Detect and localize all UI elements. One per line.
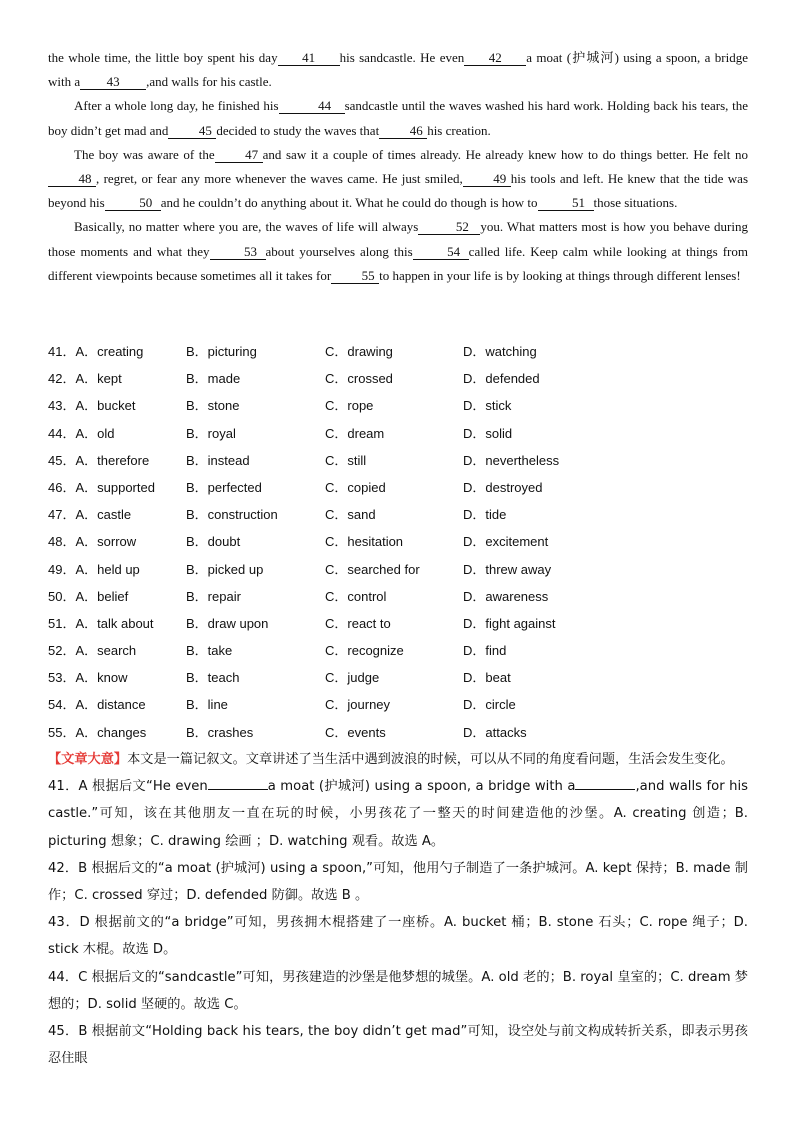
- option-text: C．still: [325, 452, 367, 468]
- option-text: D．find: [463, 643, 507, 659]
- option-text: B．instead: [186, 452, 250, 468]
- option-d[interactable]: [463, 556, 551, 583]
- paragraph-1: the whole time, the little boy spent his day 41 his sandcastle. He even 42 a moat (护城河) using a spoon, a bridge with a 43 ,and walls for his castle.: [48, 50, 748, 90]
- explanation-41: 41．A 根据后文“He even a moat (护城河) using a spoon, a bridge with a ,and walls for his castle.”可知，该在其他朋友一直在玩的时候，小男孩花了一整天的时间建造他的沙堡。A. creating 创造；B. picturing 想象；C. drawing 绘画 ；D. watching 观看。故选 A。: [48, 773, 748, 855]
- blank-53[interactable]: 53: [210, 244, 266, 260]
- option-d[interactable]: [463, 447, 559, 474]
- option-a[interactable]: [48, 501, 131, 528]
- option-a[interactable]: [48, 474, 155, 501]
- option-d[interactable]: [463, 691, 516, 718]
- question-number: 43．: [48, 398, 76, 414]
- option-d[interactable]: [463, 664, 511, 691]
- option-row: [48, 610, 748, 637]
- option-d[interactable]: [463, 583, 548, 610]
- option-text: D．defended: [463, 371, 540, 387]
- option-d[interactable]: [463, 610, 556, 637]
- option-text: D．circle: [463, 697, 516, 713]
- option-row: [48, 501, 748, 528]
- question-number: 55．: [48, 724, 76, 740]
- option-text: C．sand: [325, 507, 376, 523]
- option-c[interactable]: [325, 583, 386, 610]
- answer-options: [48, 338, 748, 746]
- option-text: C．rope: [325, 398, 374, 414]
- summary-tag: 【文章大意】: [48, 752, 128, 767]
- question-number: 54．: [48, 697, 76, 713]
- blank-line: [575, 775, 635, 790]
- option-a[interactable]: [48, 610, 154, 637]
- option-text: C．events: [325, 724, 386, 740]
- option-d[interactable]: [463, 719, 527, 746]
- option-c[interactable]: [325, 691, 390, 718]
- option-text: A．changes: [75, 724, 147, 740]
- option-text: C．journey: [325, 697, 391, 713]
- option-text: B．perfected: [186, 479, 262, 495]
- option-text: A．therefore: [75, 452, 150, 468]
- option-a[interactable]: [48, 447, 149, 474]
- question-number: 52．: [48, 643, 76, 659]
- blank-45[interactable]: 45: [168, 123, 216, 139]
- option-c[interactable]: [325, 365, 393, 392]
- option-text: B．royal: [186, 425, 236, 441]
- option-b[interactable]: [186, 691, 228, 718]
- question-number: 42．: [48, 371, 76, 387]
- option-text: C．copied: [325, 479, 386, 495]
- option-text: B．picturing: [186, 344, 257, 359]
- option-text: B．stone: [186, 398, 240, 414]
- option-text: B．line: [186, 697, 228, 713]
- option-text: A．kept: [75, 371, 122, 387]
- option-text: A．creating: [75, 344, 144, 359]
- option-text: C．hesitation: [325, 534, 404, 550]
- option-d[interactable]: [463, 365, 540, 392]
- option-c[interactable]: [325, 447, 366, 474]
- option-text: D．attacks: [463, 724, 527, 740]
- option-c[interactable]: [325, 556, 420, 583]
- option-text: A．held up: [75, 561, 140, 577]
- option-row: [48, 365, 748, 392]
- summary-paragraph: 【文章大意】本文是一篇记叙文。文章讲述了当生活中遇到波浪的时候，可以从不同的角度看问题，生活会发生变化。: [48, 752, 734, 767]
- explanation-44: 44．C 根据后文的“sandcastle”可知，男孩建造的沙堡是他梦想的城堡。A. old 老的；B. royal 皇室的；C. dream 梦想的；D. solid 坚硬的。故选 C。: [48, 969, 748, 1012]
- option-b[interactable]: [186, 719, 253, 746]
- option-text: C．recognize: [325, 643, 404, 659]
- blank-44[interactable]: 44: [279, 98, 345, 114]
- option-text: A．talk about: [75, 615, 154, 631]
- option-row: [48, 447, 748, 474]
- blank-50[interactable]: 50: [105, 195, 161, 211]
- option-text: B．repair: [186, 588, 241, 604]
- option-row: [48, 392, 748, 419]
- option-text: B．draw upon: [186, 615, 269, 631]
- paragraph-2: After a whole long day, he finished his 44 sandcastle until the waves washed his hard work. Holding back his tears, the boy didn’t get mad and 45 decided to study the waves that 46 his creation.: [48, 98, 748, 138]
- option-row: [48, 664, 748, 691]
- option-row: [48, 637, 748, 664]
- blank-52[interactable]: 52: [418, 219, 480, 235]
- question-number: 49．: [48, 561, 76, 577]
- option-row: [48, 420, 748, 447]
- option-b[interactable]: [186, 610, 268, 637]
- question-number: 41．: [48, 344, 76, 359]
- question-number: 51．: [48, 615, 76, 631]
- question-number: 53．: [48, 670, 76, 686]
- option-a[interactable]: [48, 583, 128, 610]
- option-text: B．take: [186, 643, 233, 659]
- option-d[interactable]: [463, 474, 542, 501]
- blank-47[interactable]: 47: [215, 147, 263, 163]
- blank-42[interactable]: 42: [464, 50, 526, 66]
- option-text: D．tide: [463, 507, 507, 523]
- cloze-passage: [48, 46, 748, 288]
- answer-analysis: [48, 746, 748, 1072]
- option-c[interactable]: [325, 392, 373, 419]
- option-text: B．crashes: [186, 724, 254, 740]
- option-row: [48, 474, 748, 501]
- option-b[interactable]: [186, 474, 262, 501]
- blank-48[interactable]: 48: [48, 171, 96, 187]
- option-a[interactable]: [48, 556, 140, 583]
- option-row: [48, 338, 748, 365]
- option-text: D．stick: [463, 398, 512, 414]
- option-a[interactable]: [48, 637, 136, 664]
- option-text: A．old: [75, 425, 115, 441]
- option-d[interactable]: [463, 501, 506, 528]
- option-text: C．crossed: [325, 371, 393, 387]
- option-c[interactable]: [325, 474, 386, 501]
- blank-46[interactable]: 46: [379, 123, 427, 139]
- option-text: A．distance: [75, 697, 146, 713]
- option-text: C．judge: [325, 670, 380, 686]
- option-row: [48, 583, 748, 610]
- option-text: A．castle: [75, 507, 132, 523]
- explanation-43: 43．D 根据前文的“a bridge”可知，男孩拥木棍搭建了一座桥。A. bucket 桶；B. stone 石头；C. rope 绳子；D. stick 木棍。故选 D。: [48, 915, 748, 958]
- blank-line: [208, 775, 268, 790]
- option-text: D．destroyed: [463, 479, 543, 495]
- question-number: 48．: [48, 534, 76, 550]
- question-number: 44．: [48, 425, 76, 441]
- option-text: C．control: [325, 588, 387, 604]
- blank-43[interactable]: 43: [80, 74, 146, 90]
- option-text: D．beat: [463, 670, 511, 686]
- option-row: [48, 691, 748, 718]
- option-text: C．react to: [325, 615, 391, 631]
- paragraph-4: Basically, no matter where you are, the waves of life will always 52 you. What matters most is how you behave during those moments and what they 53 about yourselves along this 54 called life. Keep calm while looking at things from different viewpoints because sometimes all it takes for 55 to happen in your life is by looking at things through different lenses!: [48, 219, 748, 283]
- option-a[interactable]: [48, 691, 146, 718]
- option-text: B．made: [186, 371, 241, 387]
- option-text: B．picked up: [186, 561, 264, 577]
- option-a[interactable]: [48, 719, 146, 746]
- option-text: B．doubt: [186, 534, 241, 550]
- option-c[interactable]: [325, 528, 403, 555]
- option-d[interactable]: [463, 338, 537, 365]
- option-d[interactable]: [463, 528, 548, 555]
- option-row: [48, 719, 748, 746]
- option-b[interactable]: [186, 528, 240, 555]
- option-text: A．know: [75, 670, 128, 686]
- blank-49[interactable]: 49: [463, 171, 511, 187]
- option-b[interactable]: [186, 583, 241, 610]
- option-text: B．teach: [186, 670, 240, 686]
- option-text: D．awareness: [463, 588, 549, 604]
- option-d[interactable]: [463, 637, 506, 664]
- option-a[interactable]: [48, 664, 128, 691]
- option-text: D．threw away: [463, 561, 552, 577]
- option-b[interactable]: [186, 420, 236, 447]
- option-b[interactable]: [186, 392, 239, 419]
- option-row: [48, 556, 748, 583]
- option-b[interactable]: [186, 637, 232, 664]
- option-c[interactable]: [325, 664, 379, 691]
- option-text: A．search: [75, 643, 137, 659]
- blank-41[interactable]: 41: [278, 50, 340, 66]
- option-b[interactable]: [186, 556, 263, 583]
- option-text: D．fight against: [463, 615, 556, 631]
- option-b[interactable]: [186, 501, 278, 528]
- option-text: A．bucket: [75, 398, 136, 414]
- option-text: C．searched for: [325, 561, 420, 577]
- option-text: D．nevertheless: [463, 452, 560, 468]
- explanation-42: 42．B 根据后文的“a moat (护城河) using a spoon,”可知，他用勺子制造了一条护城河。A. kept 保持；B. made 制作；C. crossed 穿过；D. defended 防御。故选 B 。: [48, 860, 748, 904]
- option-b[interactable]: [186, 338, 257, 365]
- option-text: A．supported: [75, 479, 155, 495]
- option-d[interactable]: [463, 392, 511, 419]
- paragraph-3: The boy was aware of the 47 and saw it a couple of times already. He already knew how to do things better. He felt no48 , regret, or fear any more whenever the waves came. He just smiled, 49 his tools and left. He knew that the tide was beyond his 50 and he couldn’t do anything about it. What he could do though is how to 51 those situations.: [48, 146, 749, 211]
- option-text: B．construction: [186, 507, 278, 523]
- option-a[interactable]: [48, 365, 122, 392]
- blank-54[interactable]: 54: [413, 244, 469, 260]
- option-d[interactable]: [463, 420, 512, 447]
- option-c[interactable]: [325, 420, 384, 447]
- option-c[interactable]: [325, 338, 393, 365]
- option-c[interactable]: [325, 637, 404, 664]
- option-a[interactable]: [48, 528, 136, 555]
- explanation-45: 45．B 根据前文“Holding back his tears, the boy didn’t get mad”可知，设空处与前文构成转折关系，即表示男孩忍住眼: [48, 1024, 748, 1067]
- question-number: 46．: [48, 479, 76, 495]
- question-number: 45．: [48, 452, 76, 468]
- option-text: D．excitement: [463, 534, 549, 550]
- option-row: [48, 528, 748, 555]
- option-b[interactable]: [186, 447, 250, 474]
- option-b[interactable]: [186, 664, 239, 691]
- option-c[interactable]: [325, 610, 391, 637]
- option-a[interactable]: [48, 338, 143, 365]
- option-text: C．dream: [325, 425, 385, 441]
- option-text: A．belief: [75, 588, 129, 604]
- question-number: 47．: [48, 507, 76, 523]
- option-a[interactable]: [48, 420, 115, 447]
- blank-55[interactable]: 55: [331, 268, 379, 284]
- option-text: D．watching: [463, 344, 537, 359]
- question-number: 50．: [48, 588, 76, 604]
- blank-51[interactable]: 51: [538, 195, 594, 211]
- option-text: D．solid: [463, 425, 513, 441]
- option-c[interactable]: [325, 719, 386, 746]
- option-text: C．drawing: [325, 344, 393, 359]
- option-b[interactable]: [186, 365, 240, 392]
- option-a[interactable]: [48, 392, 135, 419]
- option-c[interactable]: [325, 501, 376, 528]
- option-text: A．sorrow: [75, 534, 137, 550]
